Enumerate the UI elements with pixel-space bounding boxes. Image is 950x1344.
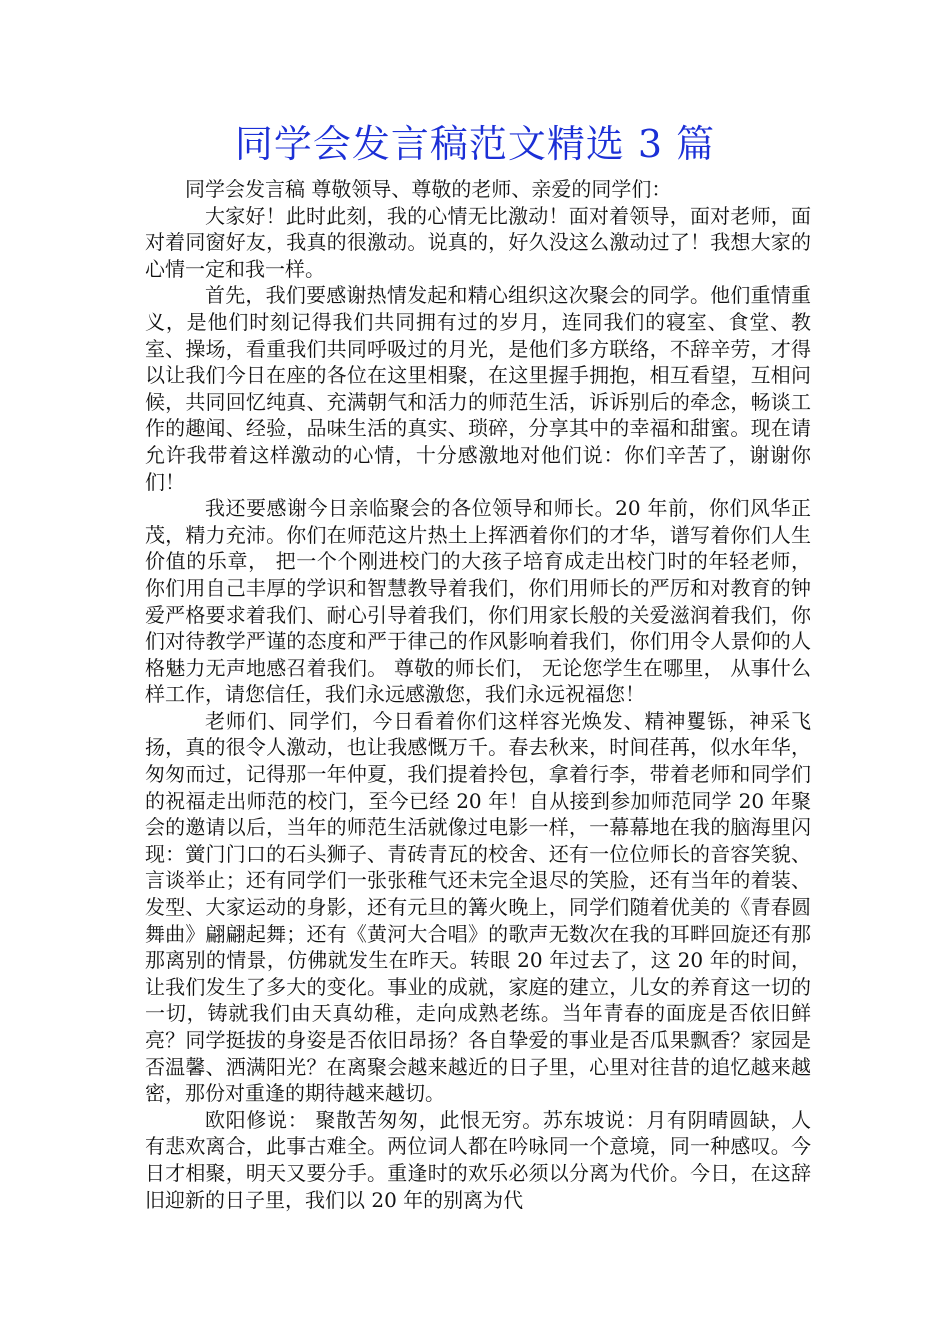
paragraph-thanks-organizers: 首先，我们要感谢热情发起和精心组织这次聚会的同学。他们重情重义，是他们时刻记得我们共同拥有过的岁月，连同我们的寝室、食堂、教室、操场，看重我们共同呼吸过的月光，是他们多方联络，不辞辛劳，才得以让我们今日在座的各位在这里相聚，在这里握手拥抱，相互看望，互相问候，共同回忆纯真、充满朝气和活力的师范生活，诉诉别后的牵念，畅谈工作的趣闻、经验，品味生活的真实、琐碎，分享其中的幸福和甜蜜。现在请允许我带着这样激动的心情，十分感激地对他们说：你们辛苦了，谢谢你们！: [145, 283, 811, 494]
paragraph-opening: 大家好！此时此刻，我的心情无比激动！面对着领导，面对老师，面对着同窗好友，我真的很激动。说真的，好久没这么激动过了！我想大家的心情一定和我一样。: [145, 203, 811, 281]
paragraph-memories: 老师们、同学们，今日看着你们这样容光焕发、精神矍铄，神采飞扬，真的很令人激动，也让我感慨万千。春去秋来，时间荏苒，似水年华，匆匆而过，记得那一年仲夏，我们提着拎包，拿着行李，带着老师和同学们的祝福走出师范的校门，至今已经 20 年！自从接到参加师范同学 20 年聚会的邀请以后，当年的师范生活就像过电影一样，一幕幕地在我的脑海里闪现：黉门门口的石头狮子、青砖青瓦的校舍、还有一位位师长的音容笑貌、言谈举止；还有同学们一张张稚气还未完全退尽的笑脸，还有当年的着装、发型、大家运动的身影，还有元旦的篝火晚上，同学们随着优美的《青春圆舞曲》翩翩起舞；还有《黄河大合唱》的歌声无数次在我的耳畔回旋还有那那离别的情景，仿佛就发生在昨天。转眼 20 年过去了，这 20 年的时间，让我们发生了多大的变化。事业的成就，家庭的建立，儿女的养育这一切的一切，铸就我们由天真幼稚，走向成熟老练。当年青春的面庞是否依旧鲜亮？同学挺拔的身姿是否依旧昂扬？各自挚爱的事业是否瓜果飘香？家园是否温馨、洒满阳光？在离聚会越来越近的日子里，心里对往昔的追忆越来越密，那份对重逢的期待越来越切。: [145, 708, 811, 1106]
document-title: 同学会发言稿范文精选 3 篇: [234, 122, 716, 166]
document-body: [145, 176, 811, 1213]
paragraph-greeting: 同学会发言稿 尊敬领导、尊敬的老师、亲爱的同学们：: [185, 177, 672, 201]
paragraph-thanks-teachers: 我还要感谢今日亲临聚会的各位领导和师长。20 年前，你们风华正茂，精力充沛。你们在师范这片热土上挥洒着你们的才华，谱写着你们人生价值的乐章， 把一个个刚进校门的大孩子培育成走出校门时的年轻老师，你们用自己丰厚的学识和智慧教导着我们，你们用师长的严厉和对教育的钟爱严格要求着我们、耐心引导着我们，你们用家长般的关爱滋润着我们，你们对待教学严谨的态度和严于律己的作风影响着我们，你们用令人景仰的人格魅力无声地感召着我们。 尊敬的师长们， 无论您学生在哪里， 从事什么样工作，请您信任，我们永远感激您，我们永远祝福您！: [145, 496, 811, 707]
paragraph-farewell: 欧阳修说： 聚散苦匆匆，此恨无穷。苏东坡说：月有阴晴圆缺，人有悲欢离合，此事古难全。两位词人都在吟咏同一个意境，同一种感叹。今日才相聚，明天又要分手。重逢时的欢乐必须以分离为代价。今日，在这辞旧迎新的日子里，我们以 20 年的别离为代: [145, 1107, 811, 1212]
